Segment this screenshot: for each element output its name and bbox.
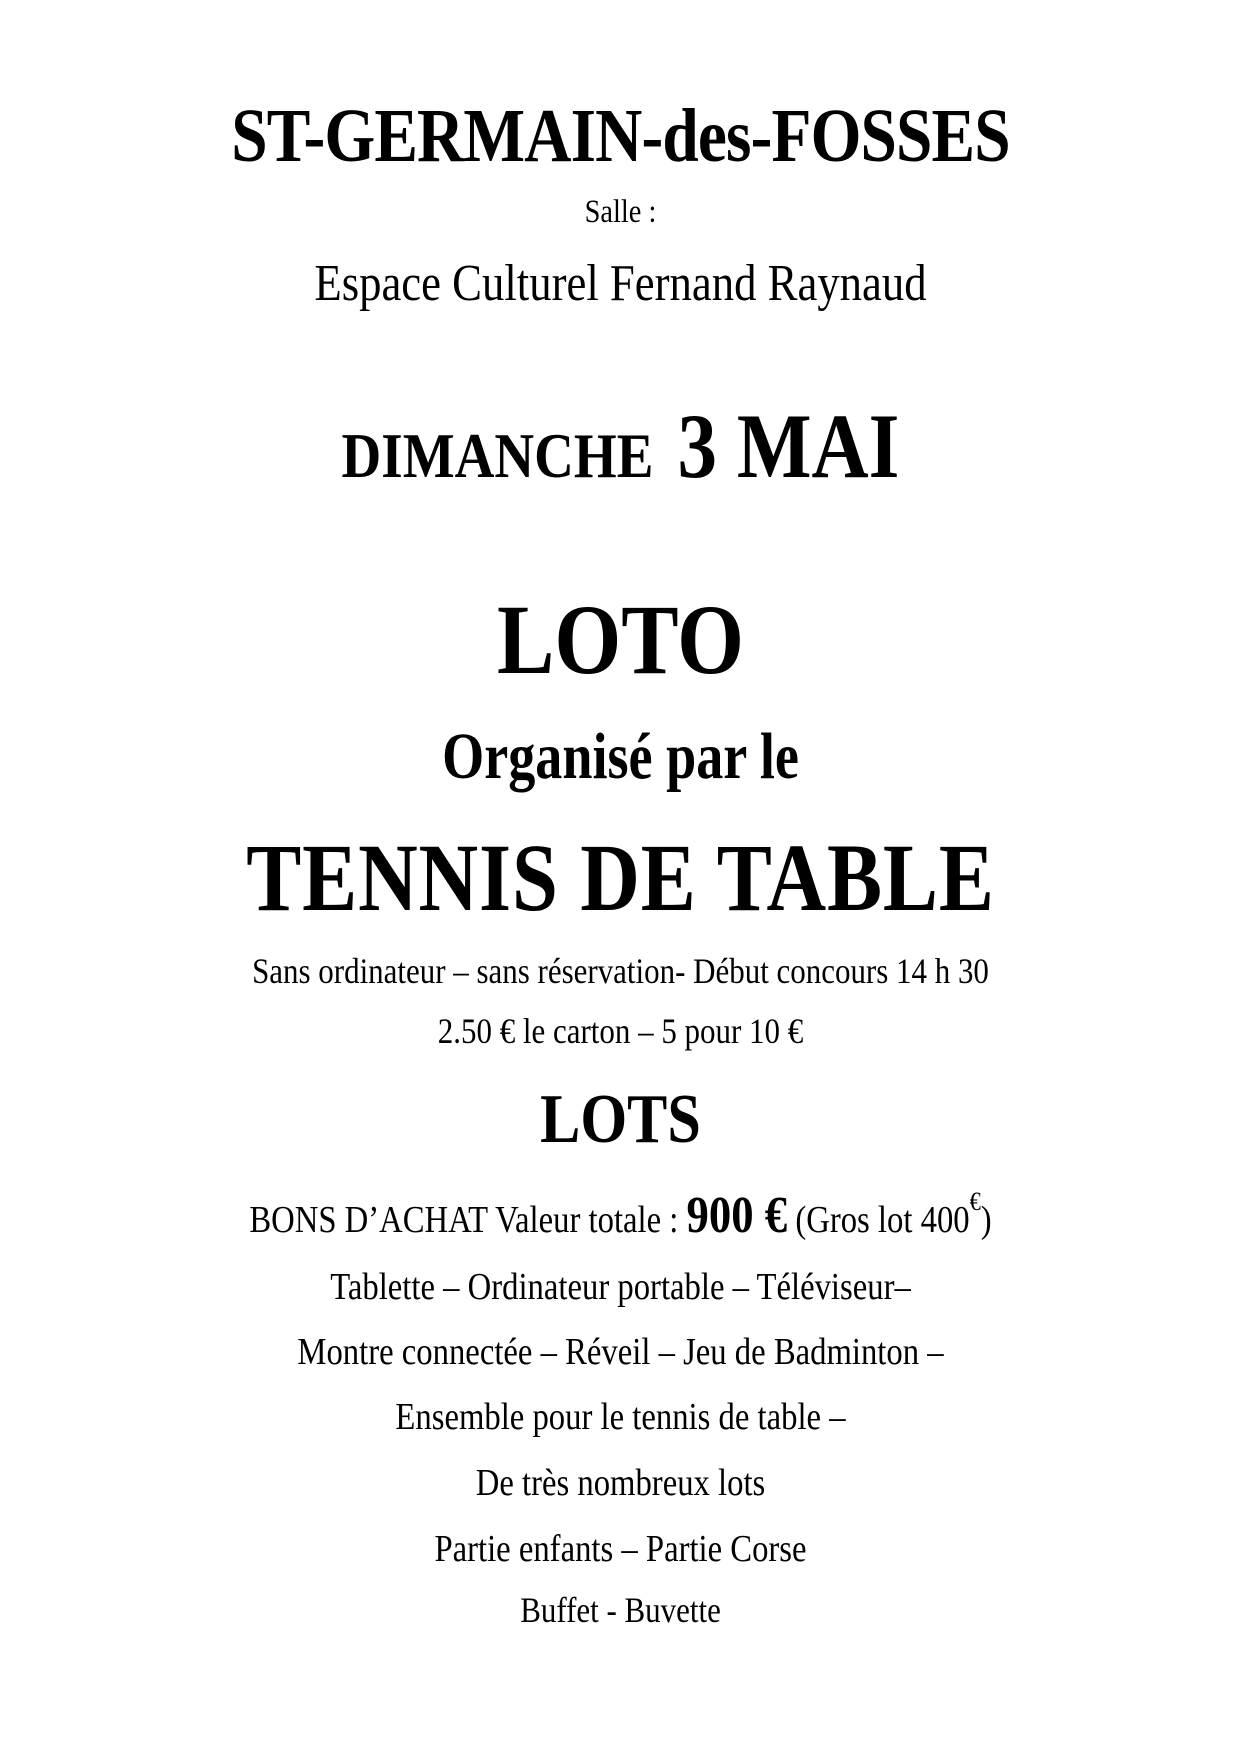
event-title: LOTO xyxy=(497,584,744,695)
venue-label: Salle : xyxy=(584,194,657,230)
prize-line: Tablette – Ordinateur portable – Téléviseur– xyxy=(330,1266,911,1308)
prize-line: Montre connectée – Réveil – Jeu de Badminton – xyxy=(297,1331,944,1373)
venue-name: Espace Culturel Fernand Raynaud xyxy=(314,255,927,312)
jackpot-prefix: (Gros lot 400 xyxy=(787,1199,970,1241)
jackpot-suffix: ) xyxy=(980,1199,992,1241)
ticket-price: 2.50 € le carton – 5 pour 10 € xyxy=(437,1011,804,1051)
buffet-info: Buffet - Buvette xyxy=(520,1590,721,1630)
organizer-label: Organisé par le xyxy=(442,720,799,793)
event-day: DIMANCHE xyxy=(341,420,654,491)
town-title: ST-GERMAIN-des-FOSSES xyxy=(231,94,1010,178)
vouchers-line xyxy=(87,1187,1154,1244)
jackpot-currency: € xyxy=(969,1187,981,1216)
event-info: Sans ordinateur – sans réservation- Début concours 14 h 30 xyxy=(252,951,989,991)
organizer-name: TENNIS DE TABLE xyxy=(246,824,995,931)
prize-line: De très nombreux lots xyxy=(475,1462,766,1504)
event-day-date: 3 MAI xyxy=(677,395,900,497)
vouchers-prefix: BONS D’ACHAT Valeur totale : xyxy=(249,1199,687,1241)
prizes-heading: LOTS xyxy=(540,1081,701,1158)
extra-games: Partie enfants – Partie Corse xyxy=(434,1528,807,1570)
vouchers-total: 900 € xyxy=(686,1187,788,1244)
prize-line: Ensemble pour le tennis de table – xyxy=(395,1396,846,1438)
event-date xyxy=(87,395,1154,497)
